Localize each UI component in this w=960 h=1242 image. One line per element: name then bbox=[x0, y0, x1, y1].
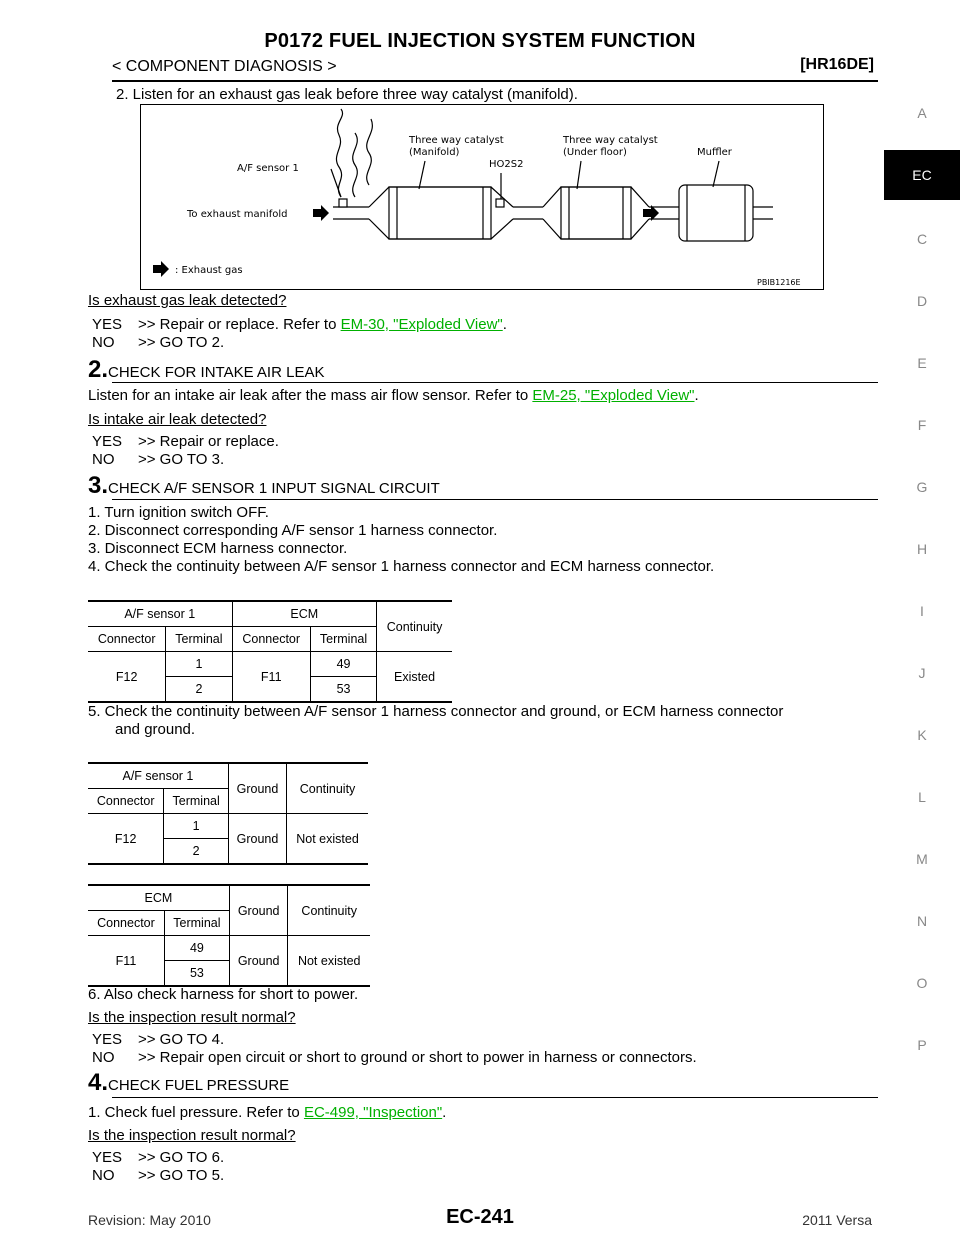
header-rule bbox=[112, 80, 878, 82]
step1-no: NO >> GO TO 2. bbox=[92, 334, 225, 351]
step2-yes: YES >> Repair or replace. bbox=[92, 433, 279, 450]
ground-table-af: A/F sensor 1 Ground Continuity Connector Terminal F12 1 Ground Not existed 2 bbox=[88, 762, 368, 865]
breadcrumb: < COMPONENT DIAGNOSIS > bbox=[112, 58, 337, 75]
diagram-code: PBIB1216E bbox=[757, 278, 801, 287]
tab-d[interactable]: D bbox=[916, 293, 928, 309]
th-ecm: ECM bbox=[232, 601, 377, 627]
step3-heading: 3.CHECK A/F SENSOR 1 INPUT SIGNAL CIRCUIT bbox=[88, 472, 440, 499]
engine-code: [HR16DE] bbox=[800, 56, 874, 73]
tab-i[interactable]: I bbox=[920, 603, 924, 619]
tab-h[interactable]: H bbox=[916, 541, 928, 557]
tab-j[interactable]: J bbox=[918, 665, 926, 681]
tab-n[interactable]: N bbox=[916, 913, 928, 929]
label-af-sensor: A/F sensor 1 bbox=[237, 163, 299, 174]
ground-table-ecm: ECM Ground Continuity Connector Terminal F11 49 Ground Not existed 53 bbox=[88, 884, 370, 987]
tab-e[interactable]: E bbox=[917, 355, 927, 371]
tab-f[interactable]: F bbox=[917, 417, 927, 433]
label-catalyst-manifold: Three way catalyst bbox=[409, 135, 504, 146]
step3-item-1: 1. Turn ignition switch OFF. bbox=[88, 504, 269, 521]
footer-model: 2011 Versa bbox=[802, 1212, 872, 1228]
tab-p[interactable]: P bbox=[917, 1037, 927, 1053]
exhaust-diagram-svg bbox=[141, 105, 823, 289]
tab-o[interactable]: O bbox=[916, 975, 928, 991]
step4-no: NO >> GO TO 5. bbox=[92, 1167, 225, 1184]
label-catalyst-underfloor-sub: (Under floor) bbox=[563, 147, 627, 158]
step3-item-5: 5. Check the continuity between A/F sensor 1 harness connector and ground, or ECM harness connector and ground. bbox=[88, 703, 784, 738]
step3-item-4: 4. Check the continuity between A/F sensor 1 harness connector and ECM harness connector. bbox=[88, 558, 715, 575]
label-muffler: Muffler bbox=[697, 147, 732, 158]
step2-no: NO >> GO TO 3. bbox=[92, 451, 225, 468]
tab-l[interactable]: L bbox=[918, 789, 926, 805]
tab-m[interactable]: M bbox=[916, 851, 928, 867]
label-to-manifold: To exhaust manifold bbox=[187, 209, 288, 220]
label-legend: : Exhaust gas bbox=[175, 265, 243, 276]
step3-yes: YES >> GO TO 4. bbox=[92, 1031, 225, 1048]
th-af-sensor: A/F sensor 1 bbox=[88, 601, 232, 627]
exhaust-diagram bbox=[140, 104, 824, 290]
step1-question: Is exhaust gas leak detected? bbox=[88, 292, 287, 309]
step4-question: Is the inspection result normal? bbox=[88, 1127, 296, 1144]
step1-yes: YES >> Repair or replace. Refer to EM-30, "Exploded View". bbox=[92, 316, 507, 333]
footer-revision: Revision: May 2010 bbox=[88, 1212, 211, 1228]
page-title: P0172 FUEL INJECTION SYSTEM FUNCTION bbox=[264, 30, 696, 52]
tab-ec[interactable]: EC bbox=[884, 150, 960, 200]
continuity-table-1: A/F sensor 1 ECM Continuity Connector Terminal Connector Terminal F12 1 F11 49 Existed 2 53 bbox=[88, 600, 452, 703]
step2-heading: 2.CHECK FOR INTAKE AIR LEAK bbox=[88, 356, 325, 383]
step2-instruction: Listen for an intake air leak after the mass air flow sensor. Refer to EM-25, "Exploded View". bbox=[88, 387, 699, 404]
em-25-link[interactable]: EM-25, "Exploded View" bbox=[532, 387, 695, 404]
step1-instruction: 2. Listen for an exhaust gas leak before three way catalyst (manifold). bbox=[116, 86, 578, 103]
step3-no: NO >> Repair open circuit or short to ground or short to power in harness or connectors. bbox=[92, 1049, 697, 1066]
em-30-link[interactable]: EM-30, "Exploded View" bbox=[340, 316, 503, 333]
step2-question: Is intake air leak detected? bbox=[88, 411, 267, 428]
label-catalyst-manifold-sub: (Manifold) bbox=[409, 147, 460, 158]
step3-item-3: 3. Disconnect ECM harness connector. bbox=[88, 540, 348, 557]
label-ho2s2: HO2S2 bbox=[489, 159, 524, 170]
step4-heading: 4.CHECK FUEL PRESSURE bbox=[88, 1069, 290, 1096]
step3-item-6: 6. Also check harness for short to power. bbox=[88, 986, 359, 1003]
step2-rule bbox=[112, 382, 878, 383]
step4-yes: YES >> GO TO 6. bbox=[92, 1149, 225, 1166]
step4-rule bbox=[112, 1097, 878, 1098]
th-continuity: Continuity bbox=[377, 601, 452, 652]
tab-g[interactable]: G bbox=[916, 479, 928, 495]
step4-item-1: 1. Check fuel pressure. Refer to EC-499, "Inspection". bbox=[88, 1104, 447, 1121]
ec-499-link[interactable]: EC-499, "Inspection" bbox=[303, 1104, 443, 1121]
step3-rule bbox=[112, 499, 878, 500]
step3-question: Is the inspection result normal? bbox=[88, 1009, 296, 1026]
tab-a[interactable]: A bbox=[917, 105, 927, 121]
label-catalyst-underfloor: Three way catalyst bbox=[563, 135, 658, 146]
step3-item-2: 2. Disconnect corresponding A/F sensor 1 harness connector. bbox=[88, 522, 498, 539]
page-number: EC-241 bbox=[446, 1206, 514, 1228]
tab-c[interactable]: C bbox=[916, 231, 928, 247]
tab-k[interactable]: K bbox=[917, 727, 927, 743]
